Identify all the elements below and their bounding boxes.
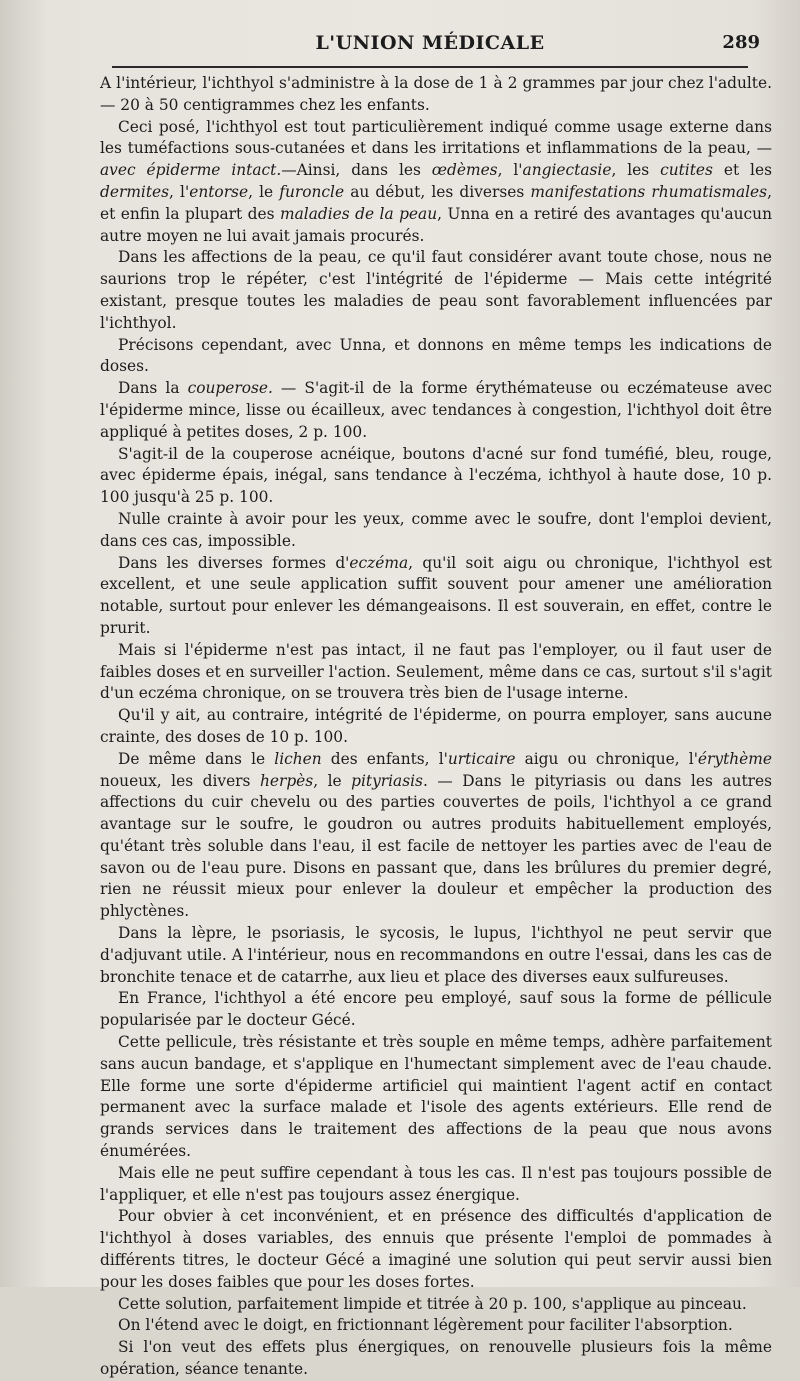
paragraph: S'agit-il de la couperose acnéique, boutons d'acné sur fond tuméfié, bleu, rouge, avec épiderme épais, inégal, sans tendance à l'eczéma, ichthyol à haute dose, 10 p. 100 jusqu'à 25 p. 100. [100, 444, 772, 507]
paragraph: De même dans le lichen des enfants, l'urticaire aigu ou chronique, l'érythème noueux, les divers herpès, le pityriasis. — Dans le pityriasis ou dans les autres affections du cuir chevelu ou des parties couvertes de poils, l'ichthyol a ce grand avantage sur le soufre, le goudron ou autres produits habituellement employés, qu'étant très soluble dans l'eau, il est facile de nettoyer les parties avec de l'eau de savon ou de l'eau pure. Disons en passant que, dans les brûlures du premier degré, rien ne réussit mieux pour enlever la douleur et empêcher la production des phlyctènes. [100, 749, 772, 921]
body-text [100, 73, 772, 1381]
paragraph: Si l'on veut des effets plus énergiques, on renouvelle plusieurs fois la même opération, séance tenante. [100, 1338, 772, 1379]
page-number: 289 [722, 32, 760, 53]
paragraph: En France, l'ichthyol a été encore peu employé, sauf sous la forme de péllicule popularisée par le docteur Gécé. [100, 989, 772, 1030]
paragraph: Précisons cependant, avec Unna, et donnons en même temps les indications de doses. [100, 335, 772, 376]
paragraph: Qu'il y ait, au contraire, intégrité de l'épiderme, on pourra employer, sans aucune crainte, des doses de 10 p. 100. [100, 706, 772, 746]
paragraph: Dans les affections de la peau, ce qu'il faut considérer avant toute chose, nous ne saurions trop le répéter, c'est l'intégrité de l'épiderme — Mais cette intégrité existant, presque toutes les maladies de peau sont favorablement influencées par l'ichthyol. [100, 248, 772, 332]
running-title: L'UNION MÉDICALE [315, 32, 545, 54]
paragraph: Nulle crainte à avoir pour les yeux, comme avec le soufre, dont l'emploi devient, dans ces cas, impossible. [100, 509, 772, 550]
paragraph: Cette pellicule, très résistante et très souple en même temps, adhère parfaitement sans aucun bandage, et s'applique en l'humectant simplement avec de l'eau chaude. Elle forme une sorte d'épiderme artificiel qui maintient l'agent actif en contact permanent avec la surface malade et l'isole des agents extérieurs. Elle rend de grands services dans le traitement des affections de la peau que nous avons énumérées. [100, 1033, 772, 1161]
header-rule [112, 66, 748, 68]
paragraph: Dans les diverses formes d'eczéma, qu'il soit aigu ou chronique, l'ichthyol est excellent, et une seule application suffit souvent pour amener une amélioration notable, surtout pour enlever les démangeaisons. Il est souverain, en effet, contre le prurit. [100, 553, 772, 637]
paragraph: Mais si l'épiderme n'est pas intact, il ne faut pas l'employer, ou il faut user de faibles doses et en surveiller l'action. Seulement, même dans ce cas, surtout s'il s'agit d'un eczéma chronique, on se trouvera très bien de l'usage interne. [100, 640, 772, 703]
paragraph: Mais elle ne peut suffire cependant à tous les cas. Il n'est pas toujours possible de l'appliquer, et elle n'est pas toujours assez énergique. [100, 1163, 772, 1204]
paragraph: Ceci posé, l'ichthyol est tout particulièrement indiqué comme usage externe dans les tuméfactions sous-cutanées et dans les irritations et inflammations de la peau, — avec épiderme intact.—Ainsi, dans les œdèmes, l'angiectasie, les cutites et les dermites, l'entorse, le furoncle au début, les diverses manifestations rhumatismales, et enfin la plupart des maladies de la peau, Unna en a retiré des avantages qu'aucun autre moyen ne lui avait jamais procurés. [100, 117, 773, 245]
paragraph: Cette solution, parfaitement limpide et titrée à 20 p. 100, s'applique au pinceau. [118, 1294, 747, 1313]
paragraph: A l'intérieur, l'ichthyol s'administre à la dose de 1 à 2 grammes par jour chez l'adulte. — 20 à 50 centigrammes chez les enfants. [100, 74, 772, 114]
page-header [100, 30, 760, 62]
paragraph: Dans la couperose. — S'agit-il de la forme érythémateuse ou eczémateuse avec l'épiderme mince, lisse ou écailleux, avec tendances à congestion, l'ichthyol doit être appliqué à petites doses, 2 p. 100. [100, 379, 772, 441]
paragraph: Pour obvier à cet inconvénient, et en présence des difficultés d'application de l'ichthyol à doses variables, des ennuis que présente l'emploi de pommades à différents titres, le docteur Gécé a imaginé une solution qui peut servir aussi bien pour les doses faibles que pour les doses fortes. [100, 1207, 772, 1291]
paragraph: Dans la lèpre, le psoriasis, le sycosis, le lupus, l'ichthyol ne peut servir que d'adjuvant utile. A l'intérieur, nous en recommandons en outre l'essai, dans les cas de bronchite tenace et de catarrhe, aux lieu et place des diverses eaux sulfureuses. [100, 924, 772, 986]
paragraph: On l'étend avec le doigt, en frictionnant légèrement pour faciliter l'absorption. [118, 1316, 733, 1335]
